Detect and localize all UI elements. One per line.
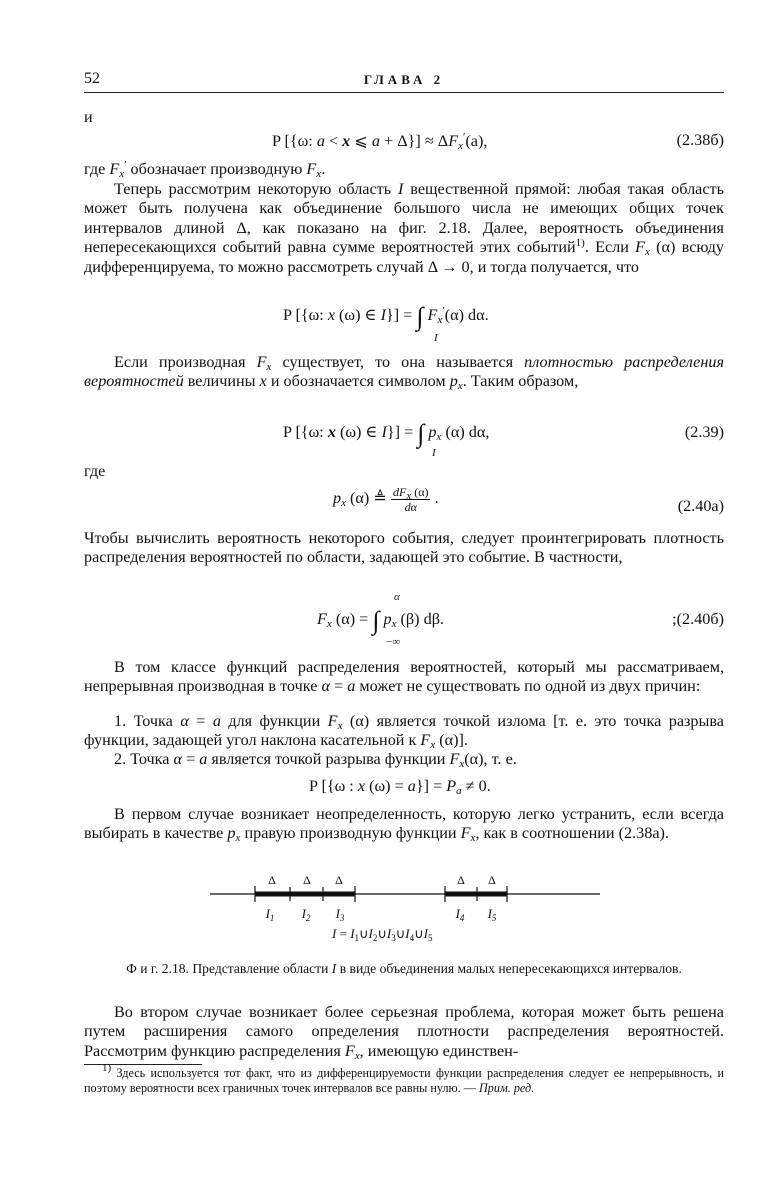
footnote: $^{1)}$ Здесь используется тот факт, что из дифференцируемости функции распределения следует ее непрерывность, и поэтому вероятности всех граничных точек интервалов все равны нулю. — Прим. ред.	[84, 1062, 724, 1095]
interval-block-right	[445, 892, 507, 897]
delta-label: Δ	[457, 873, 465, 887]
equation-2-40a: $p_x$ (α) ≜ $\frac{dF_x (\alpha)}{d\alpha}$ .	[333, 485, 439, 514]
equation-number-2-40a: (2.40а)	[677, 497, 724, 515]
equation-2-40b: $F_x$ (α) = ∫ $p_x$ (β) dβ.	[317, 606, 444, 635]
integral-lower-limit: −∞	[386, 636, 401, 648]
equation-jump: P [{ω : x $(\omega) = a\}] = P_a \ne 0$.	[309, 777, 491, 797]
paragraph-function-class: В том классе функций распределения вероятностей, который мы рассматриваем, непрерывная производная в точке α = a может не существовать по одной из двух причин:	[84, 658, 724, 696]
delta-label: Δ	[303, 873, 311, 887]
delta-label: Δ	[335, 873, 343, 887]
delta-label: Δ	[268, 873, 276, 887]
interval-label-1: $I_1$	[265, 906, 275, 923]
interval-label-3: $I_3$	[335, 906, 345, 923]
interval-labels	[265, 906, 497, 923]
equation-integral-unnumbered: P [{ω: x (ω) ∈ I}] = ∫ $F_x'(\alpha)$ dα.	[283, 302, 489, 331]
list-item-2: 2. Точка α = a является точкой разрыва функции $F_x(\alpha)$, т. е.	[114, 750, 517, 770]
word-and: и	[84, 108, 93, 126]
paragraph-density: Если производная $F_x$ существует, то она называется плотностью распределения вероятностей величины x и обозначается символом $p_x$. Таким образом,	[84, 353, 724, 393]
paragraph-region: Теперь рассмотрим некоторую область I вещественной прямой: любая такая область может быть получена как объединение большого числа не имеющих общих точек интервалов длиной Δ, как показано на фиг. 2.18. Далее, вероятность объединения непересекающихся событий равна сумме вероятностей этих событий$^{1)}$. Если $F_x$ (α) всюду дифференцируема, то можно рассмотреть случай Δ → 0, и тогда получается, что	[84, 180, 724, 276]
page-header	[84, 70, 724, 90]
paragraph-second-case: Во втором случае возникает более серьезная проблема, которая может быть решена путем расширения самого определения плотности распределения вероятностей. Рассмотрим функцию распределения $F_x$, имеющую единствен-	[84, 1003, 724, 1062]
interval-label-5: $I_5$	[487, 906, 497, 923]
list-item-1: 1. Точка α = a для функции $F_x$ (α) является точкой излома [т. е. это точка разрыва функции, задающей угол наклона касательной к $F_x$ (α)].	[84, 712, 724, 752]
integral-upper-limit: α	[394, 591, 400, 603]
delta-label: Δ	[488, 873, 496, 887]
delta-labels	[268, 873, 496, 887]
equation-number-2-39: (2.39)	[684, 423, 724, 441]
interval-block-left	[255, 892, 355, 897]
page-number: 52	[84, 70, 100, 87]
running-title: ГЛАВА 2	[363, 72, 445, 87]
equation-2-38b: P [{ω: a < x ⩽ $a + \Delta\}] \approx \Delta F_x'(a)$,	[272, 131, 488, 152]
paragraph-integrate: Чтобы вычислить вероятность некоторого события, следует проинтегрировать плотность распределения вероятностей по области, задающей это событие. В частности,	[84, 529, 724, 567]
figure-2-18	[200, 868, 610, 948]
paragraph-first-case: В первом случае возникает неопределенность, которую легко устранить, если всегда выбирать в качестве $p_x$ правую производную функции $F_x$, как в соотношении (2.38а).	[84, 805, 724, 845]
equation-number-2-40b: ;(2.40б)	[672, 610, 724, 628]
equation-number-2-38b: (2.38б)	[676, 131, 724, 149]
equation-2-39: P [{ω: x (ω) ∈ I}] = ∫ $p_x$ (α) dα,	[283, 419, 490, 448]
union-formula: $I = I_1\cup I_2\cup I_3\cup I_4\cup I_5$	[332, 926, 433, 943]
paragraph-derivative: где $F_x'$ обозначает производную $F_x$.	[84, 159, 326, 180]
integral-subscript: I	[434, 332, 438, 344]
interval-label-4: $I_4$	[455, 906, 465, 923]
integral-subscript-2-39: I	[432, 447, 436, 459]
header-rule	[84, 92, 724, 93]
figure-caption: Ф и г. 2.18. Представление области I в виде объединения малых непересекающихся интервалов.	[126, 961, 682, 976]
word-where: где	[84, 462, 106, 480]
interval-label-2: $I_2$	[301, 906, 311, 923]
